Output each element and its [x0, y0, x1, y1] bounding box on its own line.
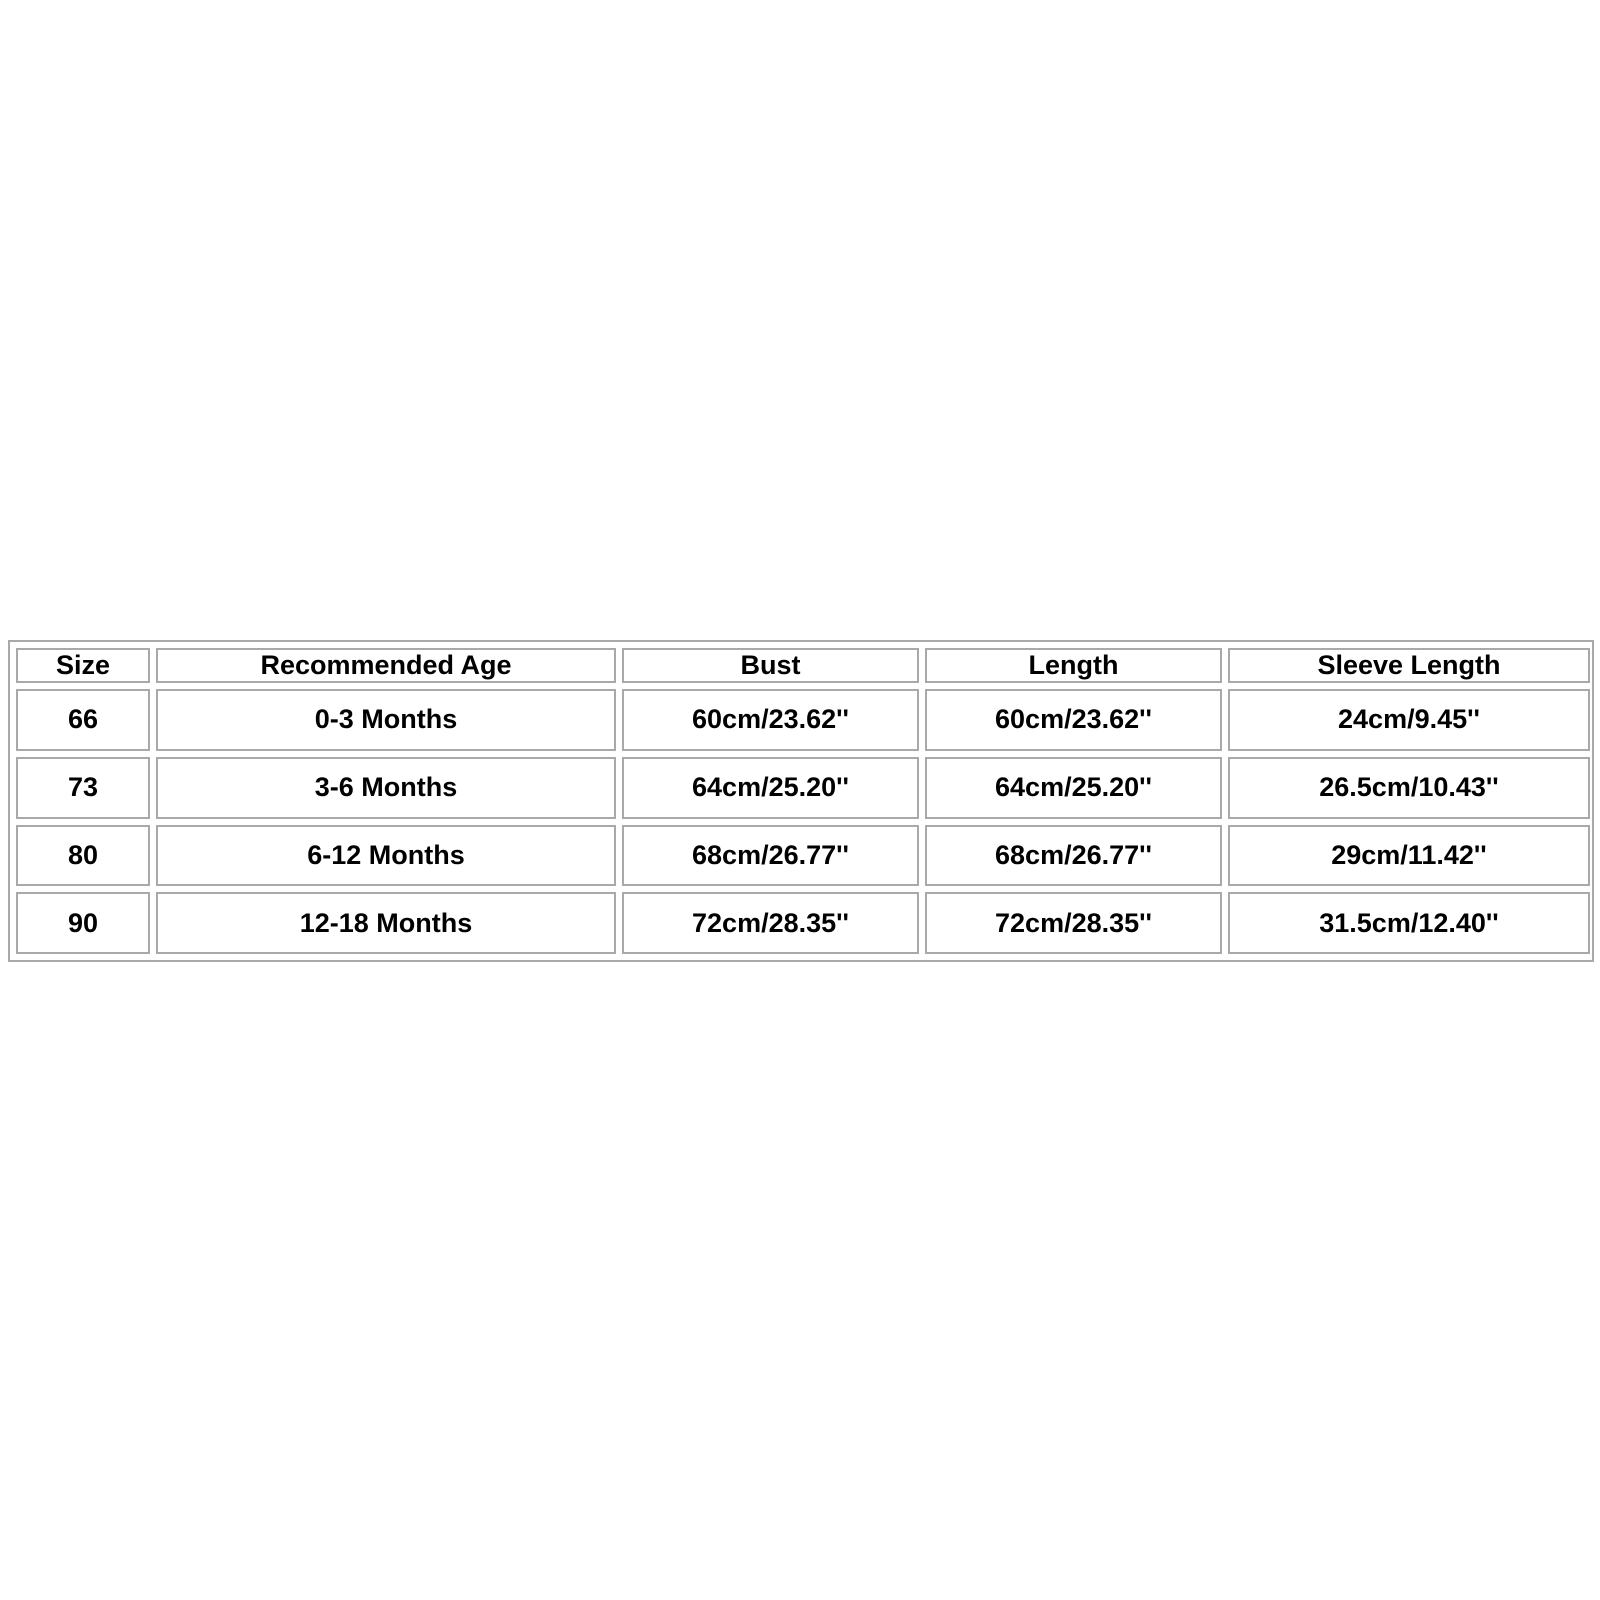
- cell-recommended-age: 0-3 Months: [156, 689, 616, 751]
- size-chart-table: [10, 642, 1596, 960]
- cell-size: 66: [16, 689, 150, 751]
- cell-length: 72cm/28.35'': [925, 892, 1222, 954]
- cell-length: 68cm/26.77'': [925, 825, 1222, 887]
- cell-size: 80: [16, 825, 150, 887]
- header-sleeve-length: Sleeve Length: [1228, 648, 1590, 683]
- cell-size: 90: [16, 892, 150, 954]
- cell-size: 73: [16, 757, 150, 819]
- cell-sleeve-length: 26.5cm/10.43'': [1228, 757, 1590, 819]
- cell-bust: 60cm/23.62'': [622, 689, 919, 751]
- size-chart-table-frame: [8, 640, 1594, 962]
- table-row: [16, 825, 1590, 887]
- cell-sleeve-length: 29cm/11.42'': [1228, 825, 1590, 887]
- header-bust: Bust: [622, 648, 919, 683]
- header-size: Size: [16, 648, 150, 683]
- cell-bust: 64cm/25.20'': [622, 757, 919, 819]
- header-recommended-age: Recommended Age: [156, 648, 616, 683]
- cell-recommended-age: 12-18 Months: [156, 892, 616, 954]
- table-header-row: [16, 648, 1590, 683]
- cell-recommended-age: 6-12 Months: [156, 825, 616, 887]
- table-row: [16, 892, 1590, 954]
- cell-recommended-age: 3-6 Months: [156, 757, 616, 819]
- table-row: [16, 689, 1590, 751]
- cell-bust: 68cm/26.77'': [622, 825, 919, 887]
- cell-length: 60cm/23.62'': [925, 689, 1222, 751]
- cell-bust: 72cm/28.35'': [622, 892, 919, 954]
- cell-sleeve-length: 24cm/9.45'': [1228, 689, 1590, 751]
- header-length: Length: [925, 648, 1222, 683]
- cell-sleeve-length: 31.5cm/12.40'': [1228, 892, 1590, 954]
- cell-length: 64cm/25.20'': [925, 757, 1222, 819]
- table-row: [16, 757, 1590, 819]
